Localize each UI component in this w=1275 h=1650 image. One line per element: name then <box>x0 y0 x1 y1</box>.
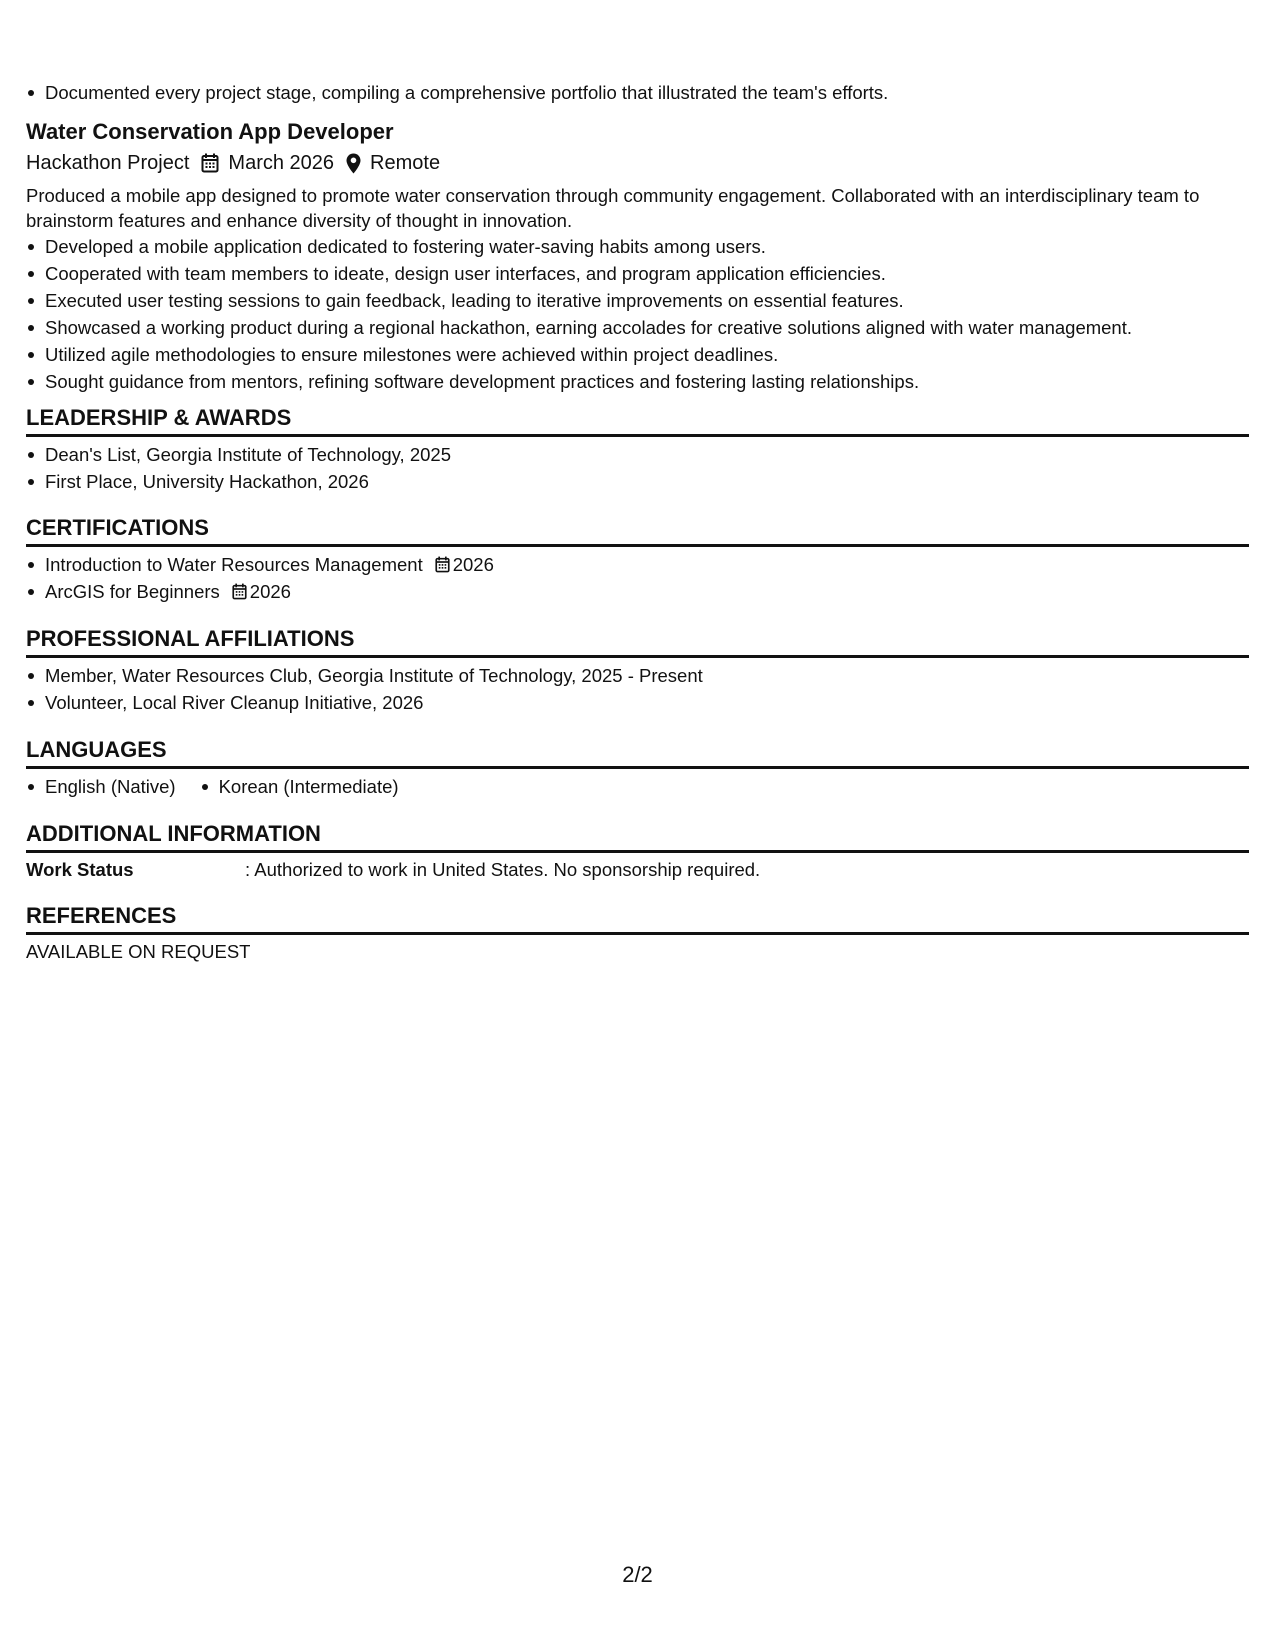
list-item: Dean's List, Georgia Institute of Technology, 2025 <box>26 441 1249 468</box>
languages-list <box>26 773 1249 800</box>
section-leadership <box>26 404 1249 495</box>
list-item: Member, Water Resources Club, Georgia Institute of Technology, 2025 - Present <box>26 662 1249 689</box>
list-item: First Place, University Hackathon, 2026 <box>26 468 1249 495</box>
list-item: Utilized agile methodologies to ensure milestones were achieved within project deadlines. <box>26 341 1249 368</box>
calendar-icon <box>201 153 219 173</box>
section-heading: LEADERSHIP & AWARDS <box>26 404 1249 437</box>
map-pin-icon <box>346 153 361 174</box>
job-title: Water Conservation App Developer <box>26 119 394 144</box>
certifications-list <box>26 551 1249 605</box>
list-item: Executed user testing sessions to gain feedback, leading to iterative improvements on essential features. <box>26 287 1249 314</box>
calendar-icon <box>232 583 247 600</box>
list-item <box>26 551 1249 578</box>
page-number: 2/2 <box>622 1562 653 1587</box>
list-item: English (Native) <box>26 773 176 800</box>
list-item: Documented every project stage, compiling a comprehensive portfolio that illustrated the team's efforts. <box>26 79 1249 106</box>
list-item: Volunteer, Local River Cleanup Initiative, 2026 <box>26 689 1249 716</box>
section-heading: REFERENCES <box>26 902 1249 935</box>
previous-job-bullets <box>26 79 1249 106</box>
list-item: Korean (Intermediate) <box>200 773 399 800</box>
affiliations-list <box>26 662 1249 716</box>
calendar-icon <box>435 556 450 573</box>
list-item <box>26 578 1249 605</box>
job-meta <box>26 148 1249 178</box>
work-status-value: : Authorized to work in United States. No sponsorship required. <box>245 859 761 880</box>
certification-year: 2026 <box>249 581 291 602</box>
work-status-label: Work Status <box>26 859 134 880</box>
section-heading: PROFESSIONAL AFFILIATIONS <box>26 625 1249 658</box>
section-heading: ADDITIONAL INFORMATION <box>26 820 1249 853</box>
references-text: AVAILABLE ON REQUEST <box>26 941 251 962</box>
job-date: March 2026 <box>228 152 335 174</box>
section-references <box>26 902 1249 965</box>
section-heading: CERTIFICATIONS <box>26 514 1249 547</box>
section-additional-information <box>26 820 1249 883</box>
certification-name: Introduction to Water Resources Management <box>45 554 423 575</box>
job-bullets <box>26 233 1249 395</box>
section-languages <box>26 736 1249 800</box>
list-item: Cooperated with team members to ideate, design user interfaces, and program application efficiencies. <box>26 260 1249 287</box>
section-heading: LANGUAGES <box>26 736 1249 769</box>
job-location: Remote <box>370 152 441 174</box>
certification-name: ArcGIS for Beginners <box>45 581 220 602</box>
list-item: Developed a mobile application dedicated to fostering water-saving habits among users. <box>26 233 1249 260</box>
certification-year: 2026 <box>452 554 494 575</box>
section-certifications <box>26 514 1249 605</box>
section-affiliations <box>26 625 1249 716</box>
job-company: Hackathon Project <box>26 152 190 174</box>
job-entry <box>26 118 1249 395</box>
list-item: Showcased a working product during a regional hackathon, earning accolades for creative solutions aligned with water management. <box>26 314 1249 341</box>
list-item: Sought guidance from mentors, refining software development practices and fostering lasting relationships. <box>26 368 1249 395</box>
leadership-list <box>26 441 1249 495</box>
work-status-row <box>26 857 1249 883</box>
job-description: Produced a mobile app designed to promote water conservation through community engagement. Collaborated with an interdisciplinary team to brainstorm features and enhance diversity of thought in innovation. <box>26 185 1200 231</box>
